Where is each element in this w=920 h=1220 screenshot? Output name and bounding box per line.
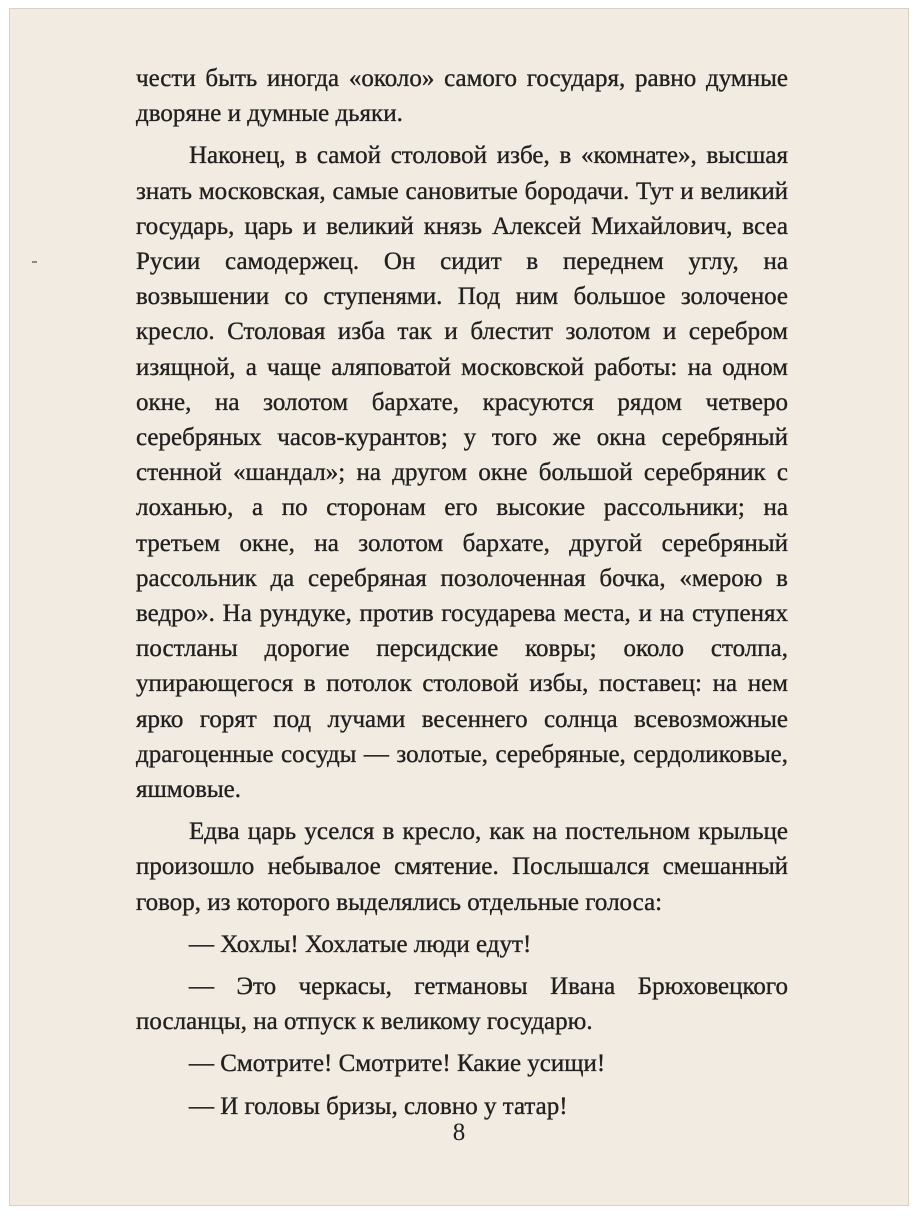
book-page [9, 8, 909, 1206]
paragraph-stolovaya-izba: Наконец, в самой столовой избе, в «комнате», высшая знать московская, самые сановитые бородачи. Тут и великий государь, царь и великий князь Алексей Михайлович, всеа Русии самодержец. Он сидит в переднем углу, на возвышении со ступенями. Под ним большое золоченое кресло. Столовая изба так и блестит золотом и серебром изящной, а чаще аляповатой московской работы: на одном окне, на золотом бархате, красуются рядом четверо серебряных часов-курантов; у того же окна серебряный стенной «шандал»; на другом окне большой серебряник с лоханью, а по сторонам его высокие рассольники; на третьем окне, на золотом бархате, другой серебряный рассольник да серебряная позолоченная бочка, «мерою в ведро». На рундуке, против государева места, и на ступенях постланы дорогие персидские ковры; около столпа, упирающегося в потолок столовой избы, поставец: на нем ярко горят под лучами весеннего солнца всевозможные драгоценные сосуды — золотые, серебряные, сердоликовые, яшмовые. [136, 142, 788, 804]
page-number: 8 [452, 1119, 466, 1146]
dialogue-line-3: — Смотрите! Смотрите! Какие усищи! [189, 1050, 606, 1078]
body-text [136, 61, 788, 1124]
paragraph-smyatenie: Едва царь уселся в кресло, как на постельном крыльце произошло небывалое смятение. Послышался смешанный говор, из которого выделялись отдельные голоса: [136, 818, 788, 916]
paragraph-continuation: чести быть иногда «около» самого государя, равно думные дворяне и думные дьяки. [136, 65, 788, 128]
dialogue-line-2: — Это черкасы, гетмановы Ивана Брюховецкого посланцы, на отпуск к великому государю. [136, 973, 788, 1036]
margin-mark [32, 261, 37, 263]
dialogue-line-1: — Хохлы! Хохлатые люди едут! [189, 930, 532, 958]
dialogue-line-4: — И головы бризы, словно у татар! [189, 1092, 568, 1120]
